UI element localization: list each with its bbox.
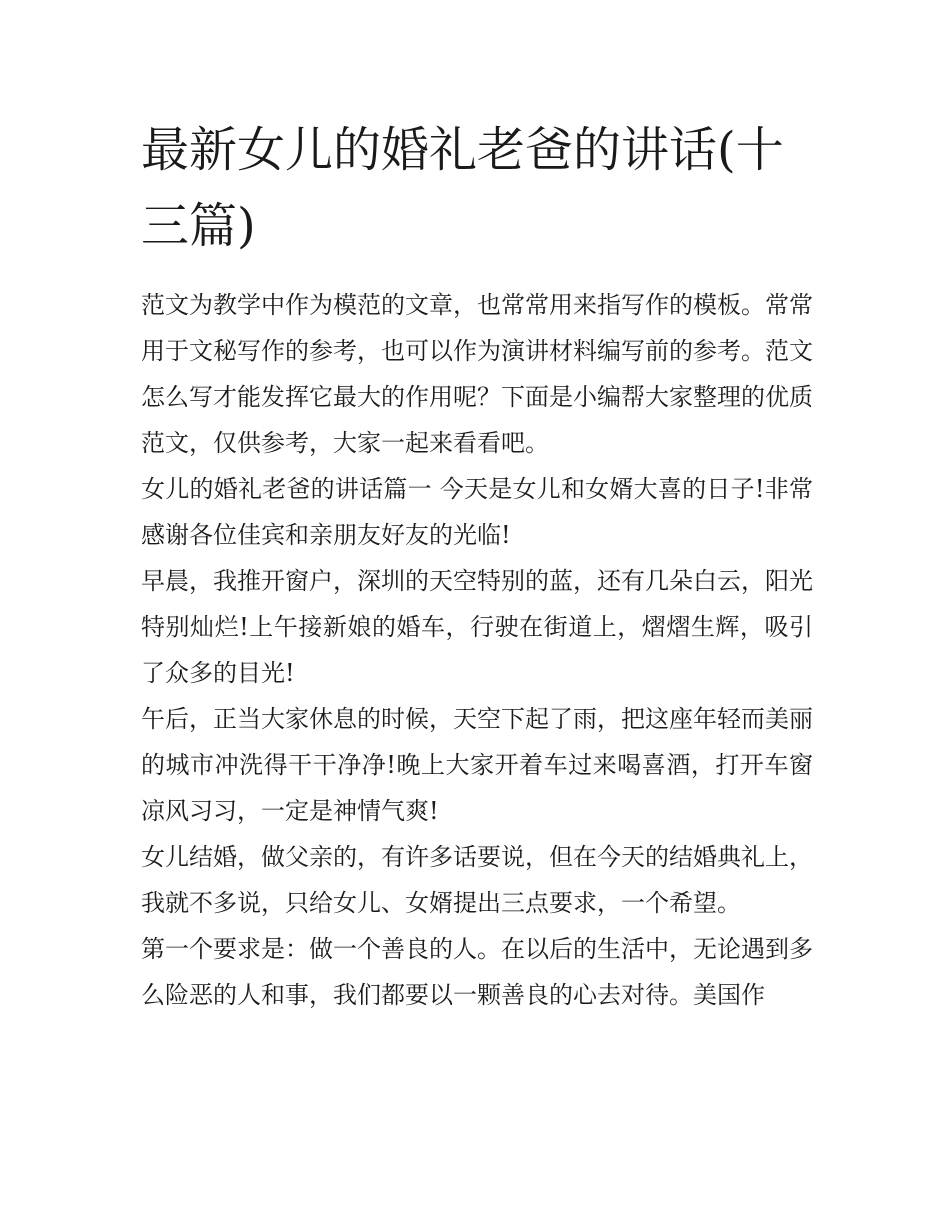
paragraph-afternoon: 午后，正当大家休息的时候，天空下起了雨，把这座年轻而美丽的城市冲洗得干干净净!晚上大家开着车过来喝喜酒，打开车窗凉风习习，一定是神情气爽!	[141, 705, 813, 825]
paragraph-requests: 女儿结婚，做父亲的，有许多话要说，但在今天的结婚典礼上，我就不多说，只给女儿、女婿提出三点要求，一个希望。	[141, 843, 813, 917]
paragraph-morning: 早晨，我推开窗户，深圳的天空特别的蓝，还有几朵白云，阳光特别灿烂!上午接新娘的婚车，行驶在街道上，熠熠生辉，吸引了众多的目光!	[141, 567, 813, 687]
document-page	[141, 112, 813, 1018]
paragraph-first-request: 第一个要求是：做一个善良的人。在以后的生活中，无论遇到多么险恶的人和事，我们都要以一颗善良的心去对待。美国作	[141, 935, 813, 1009]
paragraph-intro: 范文为教学中作为模范的文章，也常常用来指写作的模板。常常用于文秘写作的参考，也可以作为演讲材料编写前的参考。范文怎么写才能发挥它最大的作用呢？下面是小编帮大家整理的优质范文，仅供参考，大家一起来看看吧。	[141, 291, 813, 457]
document-title: 最新女儿的婚礼老爸的讲话(十三篇)	[141, 122, 784, 254]
paragraph-opening: 女儿的婚礼老爸的讲话篇一 今天是女儿和女婿大喜的日子!非常感谢各位佳宾和亲朋友好友的光临!	[141, 475, 813, 549]
